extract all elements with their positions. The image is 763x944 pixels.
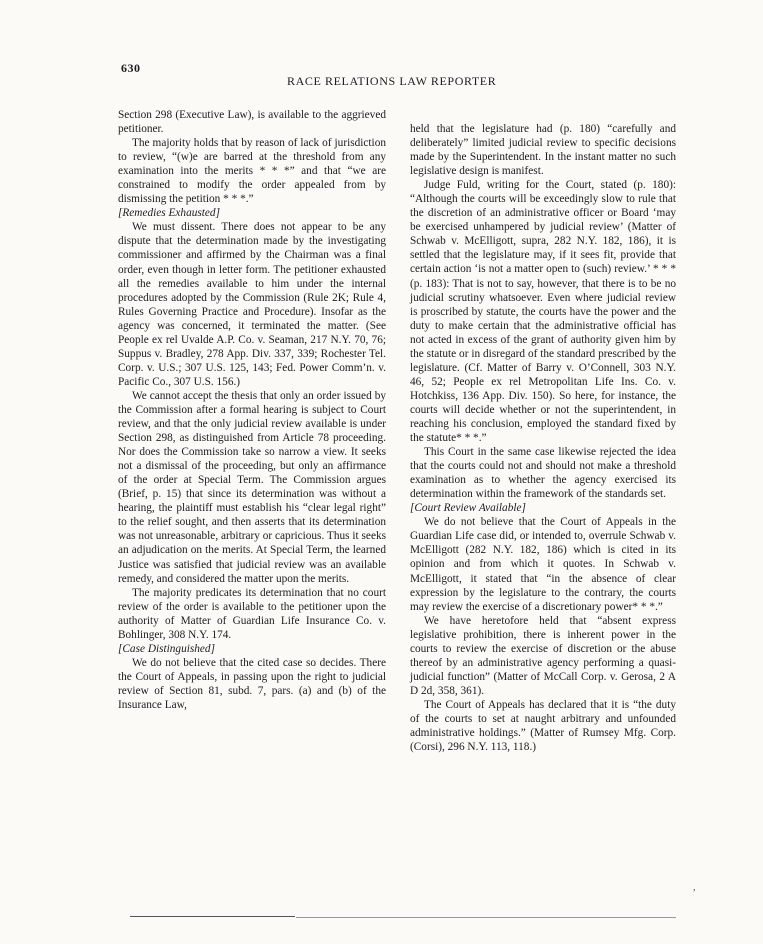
section-heading: [Case Distinguished] [118,642,215,655]
section-heading: [Court Review Available] [410,502,526,515]
paragraph: We cannot accept the thesis that only an order issued by the Commission after a formal hearing is subject to Court review, and that the only judicial review available is under Section 298, as distinguished from Article 78 proceeding. Nor does the Commission take so narrow a view. It seeks not a dismissal of the proceeding, but only an affirmance of the order at Special Term. The Commission argues (Brief, p. 15) that since its determination was without a hearing, the plaintiff must establish his “clear legal right” to the relief sought, and then asserts that its determination was not unreasonable, arbitrary or capricious. Thus it seeks an adjudication on the merits. At Special Term, the learned Justice was satisfied that judicial review was an available remedy, and considered the matter upon the merits. [118,389,386,585]
paragraph: We have heretofore held that “absent express legislative prohibition, there is inherent power in the courts to review the exercise of discretion or the abuse thereof by an administrative agency performing a quasi-judicial function” (Matter of McCall Corp. v. Gerosa, 2 A D 2d, 358, 361). [410,614,676,697]
margin-mark: , [693,882,696,893]
right-column [410,122,676,754]
paragraph: The Court of Appeals has declared that it is “the duty of the courts to set at naught arbitrary and unfounded administrative holdings.” (Matter of Rumsey Mfg. Corp. (Corsi), 296 N.Y. 113, 118.) [410,698,676,754]
paragraph: The majority predicates its determination that no court review of the order is available to the petitioner upon the authority of Matter of Guardian Life Insurance Co. v. Bohlinger, 308 N.Y. 174. [118,586,386,641]
paragraph: The majority holds that by reason of lack of jurisdiction to review, “(w)e are barred at the threshold from any examination into the merits * * *” and that “we are constrained to modify the order appealed from by dismissing the petition * * *.” [118,137,386,206]
paragraph: We must dissent. There does not appear to be any dispute that the determination made by the investigating commissioner and affirmed by the Chairman was a final order, even though in letter form. The petitioner exhausted all the remedies available to him under the internal procedures adopted by the Commission (Rule 2K; Rule 4, Rules Governing Practice and Procedure). Insofar as the agency was concerned, it terminated the matter. (See People ex rel Uvalde A.P. Co. v. Seaman, 217 N.Y. 70, 76; Suppus v. Bradley, 278 App. Div. 337, 339; Rochester Tel. Corp. v. U.S.; 307 U.S. 125, 143; Fed. Power Comm’n. v. Pacific Co., 307 U.S. 156.) [118,221,386,388]
paragraph: We do not believe that the Court of Appeals in the Guardian Life case did, or intended to, overrule Schwab v. McElligott (282 N.Y. 182, 186) which is cited in its opinion and from which it quotes. In Schwab v. McElligott, it stated that “in the absence of clear expression by the legislature to the contrary, the courts may review the exercise of a discretionary power* * *.” [410,516,676,613]
paragraph: We do not believe that the cited case so decides. There the Court of Appeals, in passing upon the right to judicial review of Section 81, subd. 7, pars. (a) and (b) of the Insurance Law, [118,656,386,711]
paragraph: held that the legislature had (p. 180) “carefully and deliberately” limited judicial review to specific decisions made by the Superintendent. In the instant matter no such legislative design is manifest. [410,123,676,178]
paragraph: Judge Fuld, writing for the Court, stated (p. 180): “Although the courts will be exceedingly slow to rule that the discretion of an administrative officer or Board ‘may be exercised unhampered by judicial review’ (Matter of Schwab v. McElligott, supra, 282 N.Y. 182, 186), it is settled that the legislature may, if it sees fit, provide that certain action ‘is not a matter open to (such) review.’ * * * (p. 183): That is not to say, however, that there is to be no judicial scrutiny whatsoever. Even where judicial review is proscribed by statute, the courts have the power and the duty to make certain that the administrative official has not acted in excess of the grant of authority given him by the statute or in disregard of the standard prescribed by the legislature. (Cf. Matter of Barry v. O’Connell, 303 N.Y. 46, 52; People ex rel Metropolitan Life Ins. Co. v. Hotchkiss, 136 App. Div. 150). So here, for instance, the courts will decide whether or not the superintendent, in reaching his conclusion, employed the standard fixed by the statute* * *.” [410,179,676,445]
page-number: 630 [121,61,141,75]
section-heading: [Remedies Exhausted] [118,207,220,220]
bottom-rule [130,916,295,917]
bottom-rule [296,917,676,918]
paragraph: This Court in the same case likewise rejected the idea that the courts could not and should not make a threshold examination as to whether the agency exercised its determination within the framework of the standards set. [410,446,676,501]
left-column [118,108,386,712]
paragraph: Section 298 (Executive Law), is available to the aggrieved petitioner. [118,109,386,136]
running-head: RACE RELATIONS LAW REPORTER [287,74,497,88]
